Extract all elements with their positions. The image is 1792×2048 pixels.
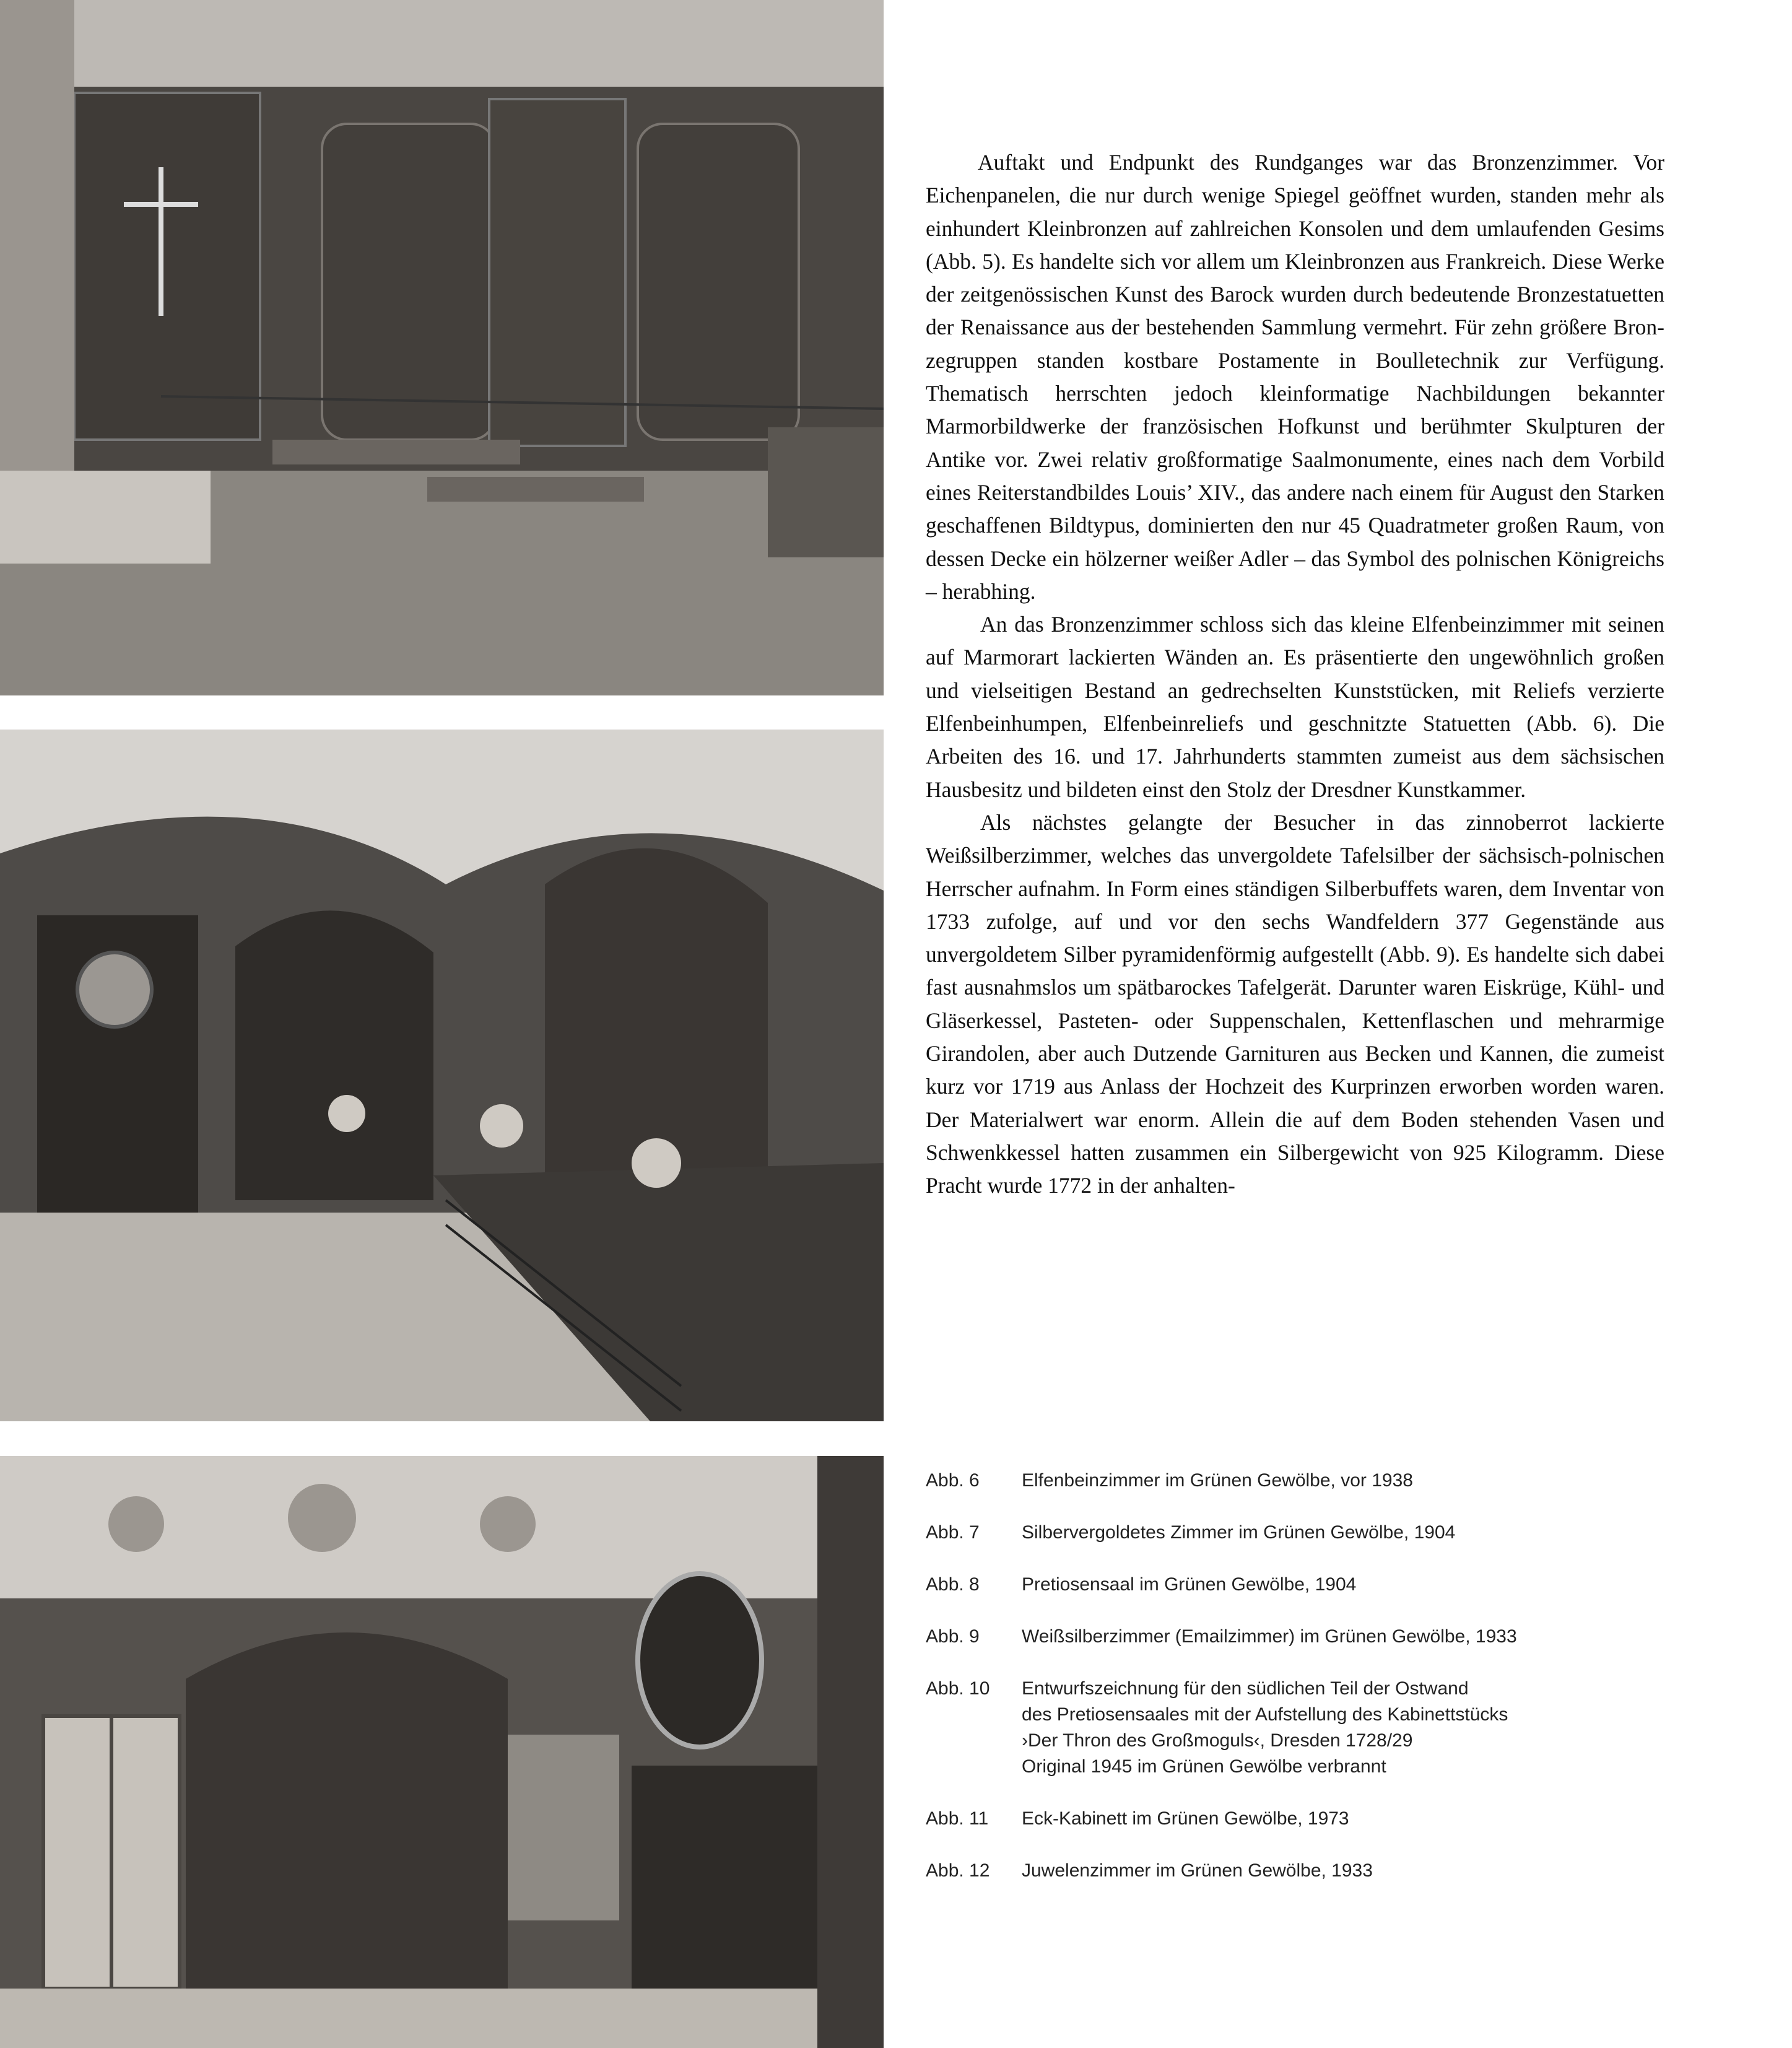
- ivory-room-photo: [0, 730, 884, 1421]
- ivory-room-illustration: [0, 730, 884, 1421]
- caption-number: Abb. 12: [926, 1860, 990, 1881]
- caption-text: Weißsilberzimmer (Emailzimmer) im Grünen Gewölbe, 1933: [1022, 1626, 1517, 1647]
- caption-text: Pretiosensaal im Grünen Gewölbe, 1904: [1022, 1574, 1357, 1595]
- caption-number: Abb. 9: [926, 1626, 980, 1647]
- caption-abb-7: [926, 1520, 1664, 1546]
- paragraph-2: An das Bronzenzimmer schloss sich das kleine Elfenbeinzimmer mit seinen auf Marmorart lackierten Wänden an. Es präsentierte den ungewöhnlich großen und vielseitigen Bestand an gedrechselten Kunststücken, mit Reliefs verzierte Elfenbeinhumpen, Elfenbeinreliefs und geschnitzte Statuetten (Abb. 6). Die Arbeiten des 16. und 17. Jahrhunderts stammten zumeist aus dem sächsischen Hausbesitz und bildeten einst den Stolz der Dresdner Kunstkammer.: [926, 612, 1664, 802]
- paragraph-1: Auftakt und Endpunkt des Rundganges war das Bronzenzimmer. Vor Eichenpanelen, die nur durch wenige Spiegel geöffnet wurden, standen mehr als einhundert Kleinbronzen auf zahlreichen Konsolen und dem umlaufenden Gesims (Abb. 5). Es handelte sich vor allem um Kleinbronzen aus Frankreich. Diese Werke der zeitgenössischen Kunst des Barock wurden durch bedeutende Bronzestatuetten der Renaissance aus der bestehenden Sammlung vermehrt. Für zehn größere Bronzegruppen standen kostbare Postamente in Boulletechnik zur Verfügung. Thematisch herrschten jedoch kleinformatige Nachbildungen bekannter Marmorbildwerke der französischen Hofkunst und berühmter Skulpturen der Antike vor. Zwei relativ großformatige Saalmonumente, eines nach dem Vorbild eines Reiterstandbildes Louis’ XIV., das andere nach einem für August den Starken geschaffenen Bildtypus, dominierten den nur 45 Quadratmeter großen Raum, von dessen Decke ein hölzerner weißer Adler – das Symbol des polnischen Königreichs – herabhing.: [926, 150, 1664, 604]
- caption-abb-10: [926, 1676, 1664, 1780]
- caption-text: [1022, 1676, 1664, 1780]
- caption-abb-11: [926, 1806, 1664, 1832]
- caption-line: des Pretiosensaales mit der Aufstellung des Kabinettstücks: [1022, 1704, 1508, 1725]
- caption-abb-12: [926, 1858, 1664, 1884]
- caption-number: Abb. 7: [926, 1522, 980, 1543]
- precious-hall-illustration: [0, 1456, 884, 2048]
- caption-text: Eck-Kabinett im Grünen Gewölbe, 1973: [1022, 1808, 1349, 1829]
- caption-number: Abb. 8: [926, 1574, 980, 1595]
- caption-number: Abb. 10: [926, 1678, 990, 1699]
- article-body: [926, 146, 1664, 1203]
- caption-number: Abb. 11: [926, 1808, 989, 1829]
- bronze-room-illustration: [0, 0, 884, 695]
- caption-text: Juwelenzimmer im Grünen Gewölbe, 1933: [1022, 1860, 1373, 1881]
- bronze-room-photo: [0, 0, 884, 695]
- caption-text: Silbervergoldetes Zimmer im Grünen Gewölbe, 1904: [1022, 1522, 1456, 1543]
- caption-abb-8: [926, 1572, 1664, 1598]
- figure-captions: [926, 1468, 1664, 1910]
- caption-line: Entwurfszeichnung für den südlichen Teil der Ostwand: [1022, 1678, 1469, 1699]
- caption-text: Elfenbeinzimmer im Grünen Gewölbe, vor 1938: [1022, 1470, 1413, 1491]
- caption-line: Original 1945 im Grünen Gewölbe verbrannt: [1022, 1756, 1386, 1777]
- caption-abb-9: [926, 1624, 1664, 1650]
- paragraph-3: Als nächstes gelangte der Besucher in das zinnoberrot lackierte Weißsilberzimmer, welches das unvergoldete Tafelsilber der sächsisch-polnischen Herrscher aufnahm. In Form eines ständigen Silberbuffets waren, dem Inventar von 1733 zufolge, auf und vor den sechs Wandfeldern 377 Gegenstände aus unvergoldetem Silber pyramidenförmig aufgestellt (Abb. 9). Es handelte sich dabei fast ausnahmslos um spätbarockes Tafelgerät. Darunter waren Eiskrüge, Kühl- und Gläserkessel, Pasteten- oder Suppenschalen, Kettenflaschen und mehrarmige Girandolen, aber auch Dutzende Garnituren aus Becken und Kannen, die zumeist kurz vor 1719 aus Anlass der Hochzeit des Kurprinzen erworben worden waren. Der Materialwert war enorm. Allein die auf dem Boden stehenden Vasen und Schwenkkessel hatten zusammen ein Silbergewicht von 925 Kilogramm. Diese Pracht wurde 1772 in der anhalten-: [926, 809, 1664, 1198]
- caption-line: ›Der Thron des Großmoguls‹, Dresden 1728/29: [1022, 1730, 1413, 1751]
- precious-hall-photo: [0, 1456, 884, 2048]
- caption-abb-6: [926, 1468, 1664, 1494]
- caption-number: Abb. 6: [926, 1470, 980, 1491]
